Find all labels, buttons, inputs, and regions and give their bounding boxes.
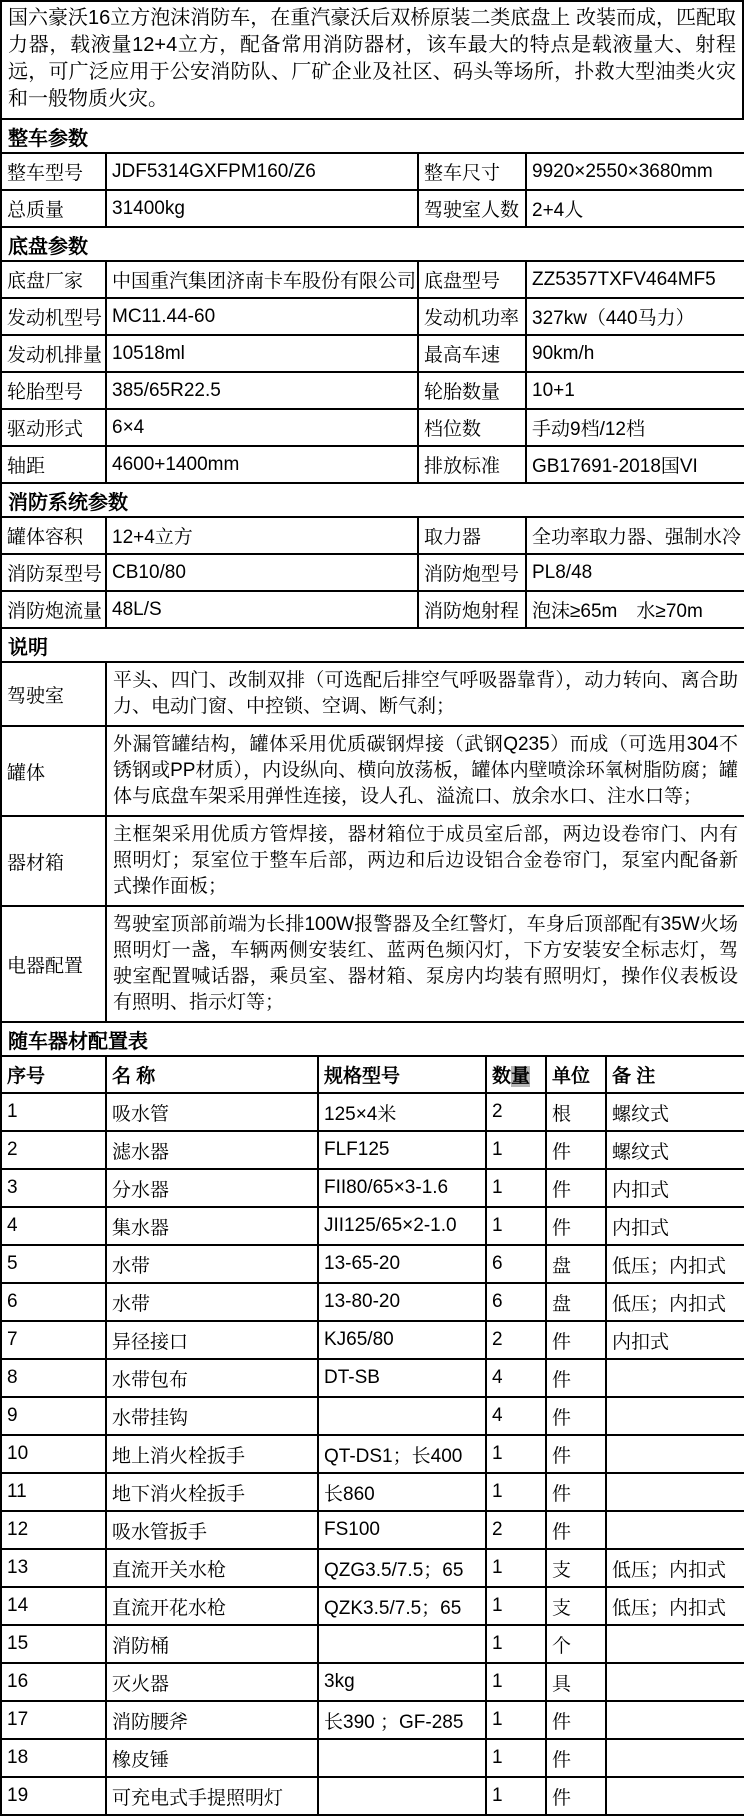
- cell-name: 分水器: [106, 1169, 318, 1207]
- equipment-row: [1, 1093, 744, 1131]
- header-text: 名 称: [112, 1066, 156, 1087]
- cell-unit: 件: [546, 1511, 606, 1549]
- cell-note: 内扣式: [606, 1321, 744, 1359]
- cell-qty: 4: [486, 1397, 546, 1435]
- equipment-column-header: [546, 1056, 606, 1093]
- cell-qty: 1: [486, 1625, 546, 1663]
- param-row: [1, 261, 744, 298]
- param-label: 发动机功率: [418, 298, 526, 335]
- cell-name: 水带: [106, 1283, 318, 1321]
- cell-qty: 2: [486, 1511, 546, 1549]
- cell-index: 5: [1, 1245, 106, 1283]
- equipment-column-header: [1, 1056, 106, 1093]
- cell-spec: 13-65-20: [318, 1245, 486, 1283]
- cell-note: [606, 1777, 744, 1815]
- cell-index: 18: [1, 1739, 106, 1777]
- equipment-table: [0, 1021, 744, 1816]
- cell-name: 直流开花水枪: [106, 1587, 318, 1625]
- section-header-row: [1, 227, 744, 261]
- cell-index: 6: [1, 1283, 106, 1321]
- equipment-row: [1, 1397, 744, 1435]
- vehicle-params-table: [0, 118, 744, 1023]
- param-value: JDF5314GXFPM160/Z6: [106, 153, 418, 190]
- equipment-column-header: [106, 1056, 318, 1093]
- param-label: 整车型号: [1, 153, 106, 190]
- param-label: 轴距: [1, 446, 106, 483]
- param-value: CB10/80: [106, 554, 418, 591]
- param-row: [1, 190, 744, 227]
- cell-qty: 1: [486, 1473, 546, 1511]
- cell-index: 2: [1, 1131, 106, 1169]
- cell-note: [606, 1359, 744, 1397]
- cell-qty: 4: [486, 1359, 546, 1397]
- header-text: 单位: [552, 1066, 591, 1087]
- equipment-row: [1, 1359, 744, 1397]
- cell-name: 消防桶: [106, 1625, 318, 1663]
- param-label: 驱动形式: [1, 409, 106, 446]
- cell-unit: 件: [546, 1321, 606, 1359]
- cell-unit: 件: [546, 1359, 606, 1397]
- param-label: 发动机排量: [1, 335, 106, 372]
- cell-index: 15: [1, 1625, 106, 1663]
- cell-qty: 1: [486, 1701, 546, 1739]
- param-label: 消防炮型号: [418, 554, 526, 591]
- cell-note: [606, 1663, 744, 1701]
- cell-qty: 1: [486, 1169, 546, 1207]
- param-row: [1, 591, 744, 628]
- param-value: 手动9档/12档: [526, 409, 744, 446]
- param-value: 90km/h: [526, 335, 744, 372]
- cell-qty: 1: [486, 1131, 546, 1169]
- equipment-row: [1, 1473, 744, 1511]
- header-text: 备 注: [612, 1066, 656, 1087]
- cell-spec: 长390 ；GF-285: [318, 1701, 486, 1739]
- param-row: [1, 517, 744, 554]
- equipment-column-header-row: [1, 1056, 744, 1093]
- note-row: [1, 662, 744, 726]
- param-label: 驾驶室人数: [418, 190, 526, 227]
- param-row: [1, 372, 744, 409]
- section-header-row: [1, 119, 744, 153]
- section-title: 消防系统参数: [1, 483, 744, 517]
- note-row: [1, 726, 744, 816]
- param-value: 全功率取力器、强制水冷: [526, 517, 744, 554]
- param-value: 9920×2550×3680mm: [526, 153, 744, 190]
- param-label: 最高车速: [418, 335, 526, 372]
- cell-note: [606, 1701, 744, 1739]
- cell-name: 橡皮锤: [106, 1739, 318, 1777]
- header-text: 规格型号: [324, 1066, 401, 1087]
- cell-unit: 具: [546, 1663, 606, 1701]
- cell-spec: 125×4米: [318, 1093, 486, 1131]
- cell-unit: 件: [546, 1777, 606, 1815]
- cell-index: 16: [1, 1663, 106, 1701]
- param-value: 385/65R22.5: [106, 372, 418, 409]
- param-value: 10518ml: [106, 335, 418, 372]
- param-label: 消防泵型号: [1, 554, 106, 591]
- param-label: 底盘型号: [418, 261, 526, 298]
- cell-unit: 件: [546, 1207, 606, 1245]
- cell-spec: QZG3.5/7.5；65: [318, 1549, 486, 1587]
- cell-unit: 盘: [546, 1245, 606, 1283]
- cell-index: 13: [1, 1549, 106, 1587]
- param-row: [1, 446, 744, 483]
- param-row: [1, 298, 744, 335]
- cell-qty: 2: [486, 1321, 546, 1359]
- cell-qty: 1: [486, 1207, 546, 1245]
- equipment-row: [1, 1663, 744, 1701]
- cell-spec: KJ65/80: [318, 1321, 486, 1359]
- cell-index: 3: [1, 1169, 106, 1207]
- cell-unit: 个: [546, 1625, 606, 1663]
- cell-note: 低压；内扣式: [606, 1549, 744, 1587]
- cell-name: 地下消火栓扳手: [106, 1473, 318, 1511]
- equipment-row: [1, 1739, 744, 1777]
- cell-index: 7: [1, 1321, 106, 1359]
- cell-spec: [318, 1625, 486, 1663]
- cell-qty: 1: [486, 1777, 546, 1815]
- section-header-row: [1, 483, 744, 517]
- equipment-column-header: [486, 1056, 546, 1093]
- cell-name: 吸水管扳手: [106, 1511, 318, 1549]
- cell-name: 水带: [106, 1245, 318, 1283]
- note-text: 主框架采用优质方管焊接，器材箱位于成员室后部，两边设卷帘门、内有照明灯；泵室位于整车后部，两边和后边设铝合金卷帘门，泵室内配备新式操作面板；: [106, 816, 744, 906]
- cell-index: 8: [1, 1359, 106, 1397]
- param-label: 轮胎数量: [418, 372, 526, 409]
- cell-qty: 2: [486, 1093, 546, 1131]
- cell-qty: 1: [486, 1549, 546, 1587]
- param-label: 消防炮流量: [1, 591, 106, 628]
- param-label: 总质量: [1, 190, 106, 227]
- param-value: 327kw（440马力）: [526, 298, 744, 335]
- param-value: 泡沫≥65m 水≥70m: [526, 591, 744, 628]
- cell-unit: 件: [546, 1131, 606, 1169]
- param-value: 中国重汽集团济南卡车股份有限公司: [106, 261, 418, 298]
- section-title: 说明: [1, 628, 744, 662]
- cell-name: 地上消火栓扳手: [106, 1435, 318, 1473]
- param-value: ZZ5357TXFV464MF5: [526, 261, 744, 298]
- header-text: 数: [492, 1066, 512, 1087]
- param-row: [1, 335, 744, 372]
- equipment-row: [1, 1283, 744, 1321]
- cell-unit: 支: [546, 1587, 606, 1625]
- param-label: 底盘厂家: [1, 261, 106, 298]
- equipment-row: [1, 1625, 744, 1663]
- cell-spec: QT-DS1；长400: [318, 1435, 486, 1473]
- cell-spec: QZK3.5/7.5；65: [318, 1587, 486, 1625]
- param-value: 2+4人: [526, 190, 744, 227]
- equipment-row: [1, 1245, 744, 1283]
- cell-index: 19: [1, 1777, 106, 1815]
- cell-spec: 长860: [318, 1473, 486, 1511]
- cell-unit: 件: [546, 1169, 606, 1207]
- cell-name: 吸水管: [106, 1093, 318, 1131]
- param-value: 4600+1400mm: [106, 446, 418, 483]
- equipment-row: [1, 1777, 744, 1815]
- cell-qty: 1: [486, 1739, 546, 1777]
- section-title: 整车参数: [1, 119, 744, 153]
- cell-spec: [318, 1739, 486, 1777]
- cell-unit: 件: [546, 1739, 606, 1777]
- cell-spec: JII125/65×2-1.0: [318, 1207, 486, 1245]
- section-title: 底盘参数: [1, 227, 744, 261]
- cell-qty: 6: [486, 1283, 546, 1321]
- cell-name: 可充电式手提照明灯: [106, 1777, 318, 1815]
- cell-unit: 件: [546, 1435, 606, 1473]
- cell-note: [606, 1511, 744, 1549]
- note-text: 外漏管罐结构，罐体采用优质碳钢焊接（武钢Q235）而成（可选用304不锈钢或PP材质），内设纵向、横向放荡板，罐体内壁喷涂环氧树脂防腐；罐体与底盘车架采用弹性连接，设人孔、溢流口、放余水口、注水口等；: [106, 726, 744, 816]
- note-text: 平头、四门、改制双排（可选配后排空气呼吸器靠背），动力转向、离合助力、电动门窗、中控锁、空调、断气刹；: [106, 662, 744, 726]
- cell-unit: 支: [546, 1549, 606, 1587]
- cell-name: 水带包布: [106, 1359, 318, 1397]
- cell-note: 螺纹式: [606, 1131, 744, 1169]
- param-value: MC11.44-60: [106, 298, 418, 335]
- cell-qty: 6: [486, 1245, 546, 1283]
- cell-index: 17: [1, 1701, 106, 1739]
- equipment-row: [1, 1511, 744, 1549]
- param-value: 12+4立方: [106, 517, 418, 554]
- param-label: 发动机型号: [1, 298, 106, 335]
- cell-note: [606, 1739, 744, 1777]
- cell-note: 内扣式: [606, 1169, 744, 1207]
- notes-header-row: [1, 628, 744, 662]
- cell-qty: 1: [486, 1435, 546, 1473]
- param-label: 排放标准: [418, 446, 526, 483]
- param-row: [1, 554, 744, 591]
- cell-qty: 1: [486, 1663, 546, 1701]
- param-label: 取力器: [418, 517, 526, 554]
- equipment-row: [1, 1587, 744, 1625]
- note-label: 电器配置: [1, 906, 106, 1022]
- cell-qty: 1: [486, 1587, 546, 1625]
- header-text: 序号: [7, 1066, 46, 1087]
- cell-name: 灭火器: [106, 1663, 318, 1701]
- cell-note: [606, 1397, 744, 1435]
- equipment-row: [1, 1321, 744, 1359]
- param-value: 6×4: [106, 409, 418, 446]
- cell-unit: 件: [546, 1473, 606, 1511]
- param-label: 罐体容积: [1, 517, 106, 554]
- cell-name: 直流开关水枪: [106, 1549, 318, 1587]
- cell-unit: 盘: [546, 1283, 606, 1321]
- param-label: 轮胎型号: [1, 372, 106, 409]
- param-label: 消防炮射程: [418, 591, 526, 628]
- cell-index: 11: [1, 1473, 106, 1511]
- cell-spec: FII80/65×3-1.6: [318, 1169, 486, 1207]
- cell-spec: 13-80-20: [318, 1283, 486, 1321]
- cell-spec: [318, 1397, 486, 1435]
- param-label: 整车尺寸: [418, 153, 526, 190]
- equipment-row: [1, 1701, 744, 1739]
- param-row: [1, 153, 744, 190]
- cell-note: 螺纹式: [606, 1093, 744, 1131]
- cell-note: [606, 1435, 744, 1473]
- equipment-column-header: [606, 1056, 744, 1093]
- cell-note: 低压；内扣式: [606, 1283, 744, 1321]
- header-highlight: 量: [511, 1066, 531, 1087]
- cell-index: 10: [1, 1435, 106, 1473]
- param-label: 档位数: [418, 409, 526, 446]
- cell-note: [606, 1473, 744, 1511]
- cell-spec: DT-SB: [318, 1359, 486, 1397]
- equipment-column-header: [318, 1056, 486, 1093]
- cell-index: 1: [1, 1093, 106, 1131]
- note-label: 器材箱: [1, 816, 106, 906]
- cell-index: 4: [1, 1207, 106, 1245]
- note-label: 罐体: [1, 726, 106, 816]
- cell-note: [606, 1625, 744, 1663]
- equipment-header-row: [1, 1022, 744, 1056]
- cell-name: 集水器: [106, 1207, 318, 1245]
- cell-unit: 件: [546, 1397, 606, 1435]
- vehicle-params-body: [1, 119, 744, 1022]
- param-value: 10+1: [526, 372, 744, 409]
- param-row: [1, 409, 744, 446]
- equipment-body: [1, 1022, 744, 1815]
- cell-spec: [318, 1777, 486, 1815]
- note-text: 驾驶室顶部前端为长排100W报警器及全红警灯，车身后顶部配有35W火场照明灯一盏，车辆两侧安装红、蓝两色频闪灯，下方安装安全标志灯，驾驶室配置喊话器，乘员室、器材箱、泵房内均装有照明灯，操作仪表板设有照明、指示灯等；: [106, 906, 744, 1022]
- cell-name: 消防腰斧: [106, 1701, 318, 1739]
- cell-index: 12: [1, 1511, 106, 1549]
- equipment-row: [1, 1131, 744, 1169]
- cell-unit: 件: [546, 1701, 606, 1739]
- section-title: 随车器材配置表: [1, 1022, 744, 1056]
- cell-index: 14: [1, 1587, 106, 1625]
- equipment-row: [1, 1207, 744, 1245]
- param-value: 31400kg: [106, 190, 418, 227]
- cell-unit: 根: [546, 1093, 606, 1131]
- cell-name: 水带挂钩: [106, 1397, 318, 1435]
- equipment-row: [1, 1169, 744, 1207]
- cell-spec: FLF125: [318, 1131, 486, 1169]
- note-row: [1, 906, 744, 1022]
- cell-spec: FS100: [318, 1511, 486, 1549]
- cell-index: 9: [1, 1397, 106, 1435]
- param-value: GB17691-2018国VI: [526, 446, 744, 483]
- equipment-row: [1, 1435, 744, 1473]
- equipment-row: [1, 1549, 744, 1587]
- note-label: 驾驶室: [1, 662, 106, 726]
- cell-name: 滤水器: [106, 1131, 318, 1169]
- cell-note: 低压；内扣式: [606, 1587, 744, 1625]
- note-row: [1, 816, 744, 906]
- param-value: PL8/48: [526, 554, 744, 591]
- cell-note: 内扣式: [606, 1207, 744, 1245]
- param-value: 48L/S: [106, 591, 418, 628]
- intro-paragraph: 国六豪沃16立方泡沫消防车，在重汽豪沃后双桥原装二类底盘上 改装而成，匹配取力器，载液量12+4立方，配备常用消防器材，该车最大的特点是载液量大、射程远，可广泛应用于公安消防队、厂矿企业及社区、码头等场所，扑救大型油类火灾和一般物质火灾。: [0, 0, 744, 118]
- cell-name: 异径接口: [106, 1321, 318, 1359]
- cell-spec: 3kg: [318, 1663, 486, 1701]
- cell-note: 低压；内扣式: [606, 1245, 744, 1283]
